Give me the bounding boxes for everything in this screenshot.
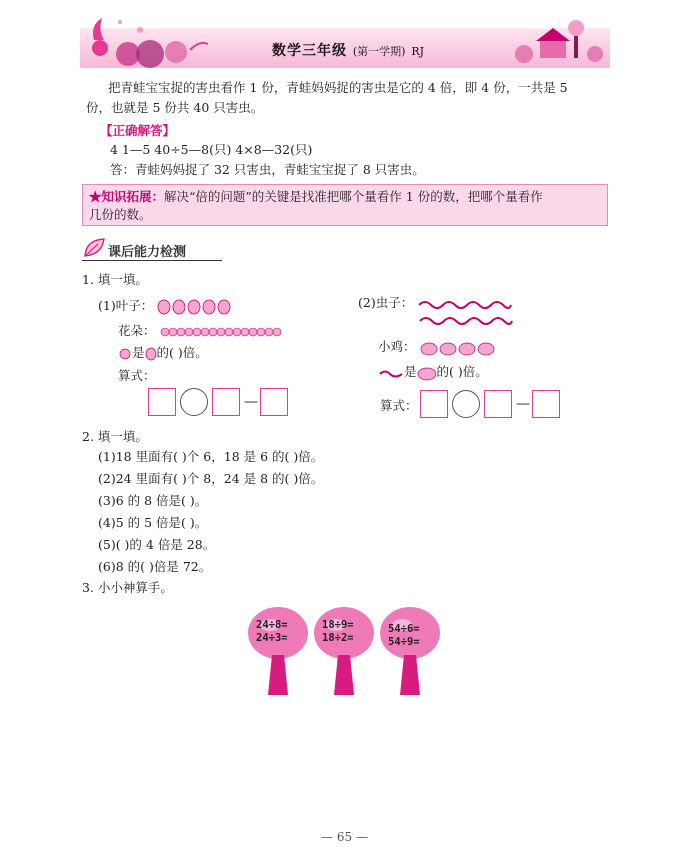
q2-item-5: (5)( )的 4 倍是 28。 [98,537,216,552]
q1-leaves-row [98,296,235,316]
tree-2-problems [322,619,354,645]
q1-leaves-label: (1)叶子： [98,298,154,313]
tree-problem: 24÷8= [256,619,288,631]
worm-icon [378,367,404,379]
q2-item-4: (4)5 的 5 倍是( )。 [98,515,208,530]
tree-3-problems [388,623,420,649]
q1-left-formula-label: 算式： [118,368,156,383]
leaf-icons [157,299,235,315]
section-title: 课后能力检测 [108,245,187,260]
worm-icons-row-2 [418,313,514,327]
answer-calc: 4 1—5 40÷5—8(只) 4×8—32(只) [110,142,313,157]
answer-box[interactable] [484,390,512,418]
header-subtitle: (第一学期) [352,45,406,58]
trees-figure [246,603,442,699]
q1-worms-row [358,293,513,313]
tree-problem: 54÷9= [388,636,420,648]
q2-item-2: (2)24 里面有( )个 8，24 是 8 的( )倍。 [98,471,324,486]
tree-problem: 18÷9= [322,619,354,631]
q1-worms-label: (2)虫子： [358,295,414,310]
q1-chicks-row [378,337,496,357]
tree-problem: 24÷3= [256,632,288,644]
section-underline [82,260,222,261]
q2-title: 2. 填一填。 [82,429,148,444]
q2-item-3: (3)6 的 8 倍是( )。 [98,493,208,508]
trees-illustration [246,603,442,699]
knowledge-text-2: 几份的数。 [89,207,152,222]
header-decoration-right [510,10,610,70]
chick-icons [420,340,496,356]
tree-1-problems [256,619,288,645]
header-decoration-left [80,10,210,70]
q1-right-formula-label: 算式： [380,398,418,413]
q1-chicks-label: 小鸡： [378,339,416,354]
header-edition: RJ [411,45,425,58]
minus-sign: — [243,394,258,410]
q1-left-formula-boxes [148,388,288,416]
q1-right-compare: 是 的( )倍。 [378,362,488,382]
operator-circle[interactable] [452,390,480,418]
leaf-icon [145,347,157,361]
section-leaf-icon [82,236,108,260]
worm-icons [417,297,513,311]
q1-left-compare: 是 的( )倍。 [118,343,208,363]
minus-sign: — [515,396,530,412]
knowledge-box [82,184,608,226]
answer-box[interactable] [532,390,560,418]
q1-flowers-label: 花朵： [118,323,156,338]
answer-label: 【正确解答】 [100,123,176,138]
operator-circle[interactable] [180,388,208,416]
answer-box[interactable] [260,388,288,416]
flower-icons [160,326,284,338]
answer-box[interactable] [420,390,448,418]
page-number: — 65 — [321,830,368,844]
answer-result: 答：青蛙妈妈捉了 32 只害虫，青蛙宝宝捉了 8 只害虫。 [110,162,425,177]
q3-title: 3. 小小神算手。 [82,580,173,595]
knowledge-label: ★知识拓展： [89,189,165,204]
flower-icon [118,348,132,360]
q1-flowers-row [118,321,284,341]
page-header-title: 数学三年级 (第一学期) RJ [272,43,425,59]
intro-line-2: 份，也就是 5 份共 40 只害虫。 [86,100,264,115]
knowledge-text-1: 解决“倍的问题”的关键是找准把哪个量看作 1 份的数，把哪个量看作 [164,189,543,204]
q2-item-6: (6)8 的( )倍是 72。 [98,559,212,574]
tree-problem: 54÷6= [388,623,420,635]
q1-title: 1. 填一填。 [82,272,148,287]
q1-right-formula-boxes [420,390,560,418]
intro-line-1: 把青蛙宝宝捉的害虫看作 1 份，青蛙妈妈捉的害虫是它的 4 倍，即 4 份，一共是 5 [108,80,568,95]
tree-problem: 18÷2= [322,632,354,644]
answer-box[interactable] [148,388,176,416]
answer-box[interactable] [212,388,240,416]
q2-item-1: (1)18 里面有( )个 6，18 是 6 的( )倍。 [98,449,324,464]
chick-icon [417,365,437,381]
